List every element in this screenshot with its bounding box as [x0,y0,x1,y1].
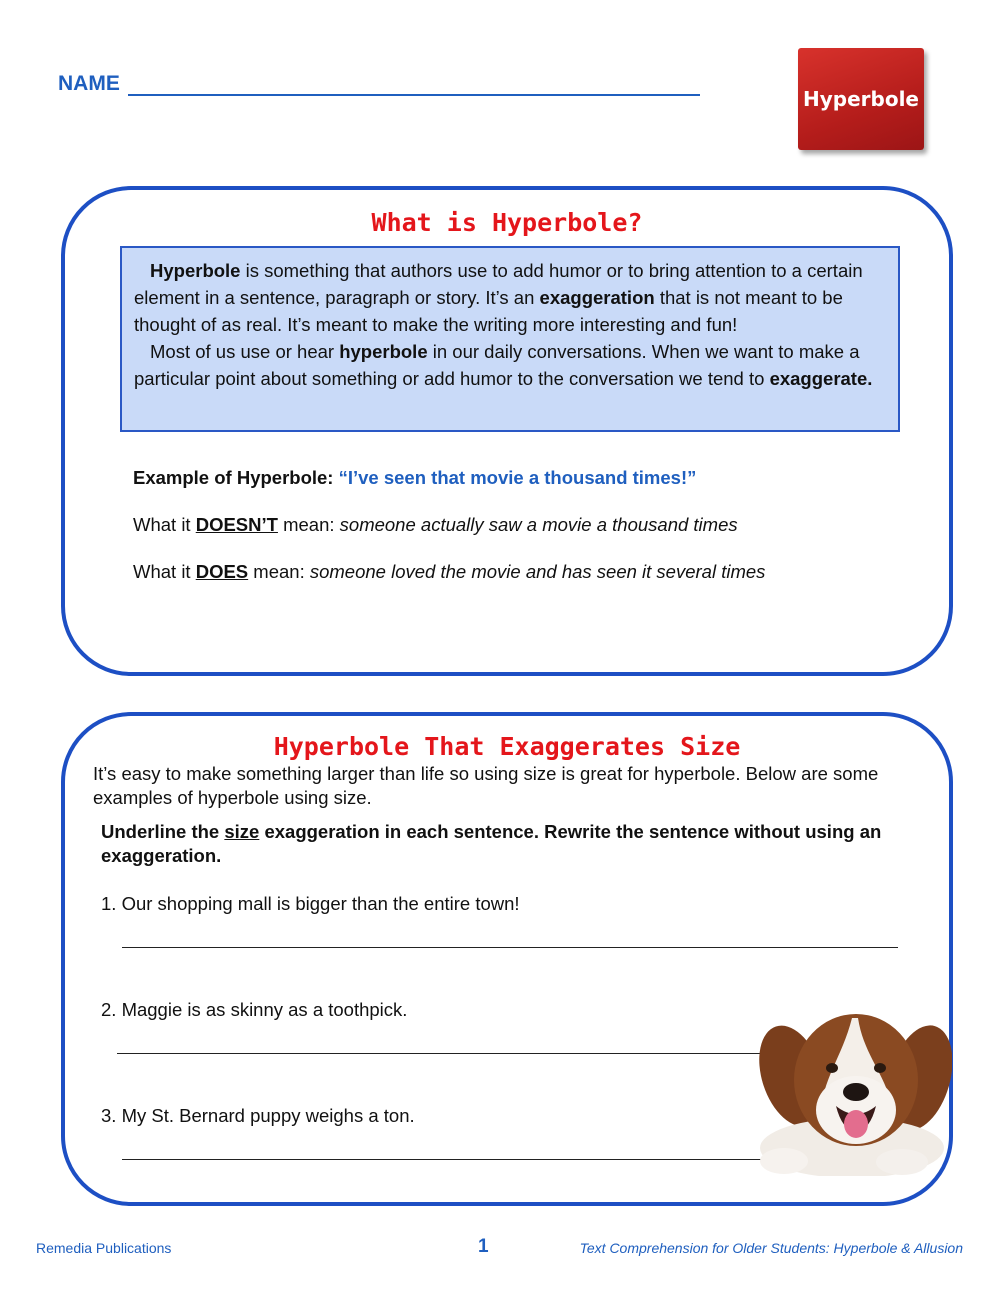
footer-book-title: Text Comprehension for Older Students: Hyperbole & Allusion [579,1240,963,1256]
question-2: 2. Maggie is as skinny as a toothpick. [101,999,408,1020]
doesnt-mean-line [133,514,738,536]
question-3: 3. My St. Bernard puppy weighs a ton. [101,1105,415,1126]
name-write-line[interactable] [128,74,700,96]
does-word: DOES [195,561,249,582]
question-1: 1. Our shopping mall is bigger than the entire town! [101,893,520,914]
meaning-prefix: What it [133,561,196,582]
what-is-hyperbole-panel [61,186,953,676]
section1-title: What is Hyperbole? [371,208,643,237]
st-bernard-puppy-image [752,998,952,1176]
example-quote: “I’ve seen that movie a thousand times!” [338,467,697,488]
instructions-text: Underline the [101,821,225,842]
term-hyperbole: hyperbole [339,341,428,362]
instructions-size-word: size [224,821,260,842]
definition-text: Most of us use or hear [150,341,340,362]
answer-line-2[interactable] [117,1053,817,1054]
instructions [101,820,921,868]
footer-publisher: Remedia Publications [36,1240,172,1256]
answer-line-1[interactable] [122,947,898,948]
section2-intro: It’s easy to make something larger than life so using size is great for hyperbole. Below are some examples of hyperbole using size. [93,763,879,808]
footer-page-number: 1 [478,1236,489,1257]
term-exaggeration: exaggeration [539,287,655,308]
definition-text: in our daily conversations. When we want to make a particular point about something or add humor to the conversation we tend to [134,341,860,389]
does-mean-line [133,561,765,583]
doesnt-meaning: someone actually saw a movie a thousand times [339,514,738,535]
meaning-mid: mean: [248,561,310,582]
topic-tag-label: Hyperbole [803,87,919,111]
definition-paragraph-1 [134,257,886,338]
doesnt-word: DOESN’T [195,514,278,535]
name-row [58,72,700,96]
term-hyperbole: Hyperbole [150,260,241,281]
meaning-prefix: What it [133,514,196,535]
definition-text: that is not meant to be thought of as real. It’s meant to make the writing more interesting and fun! [134,287,843,335]
does-meaning: someone loved the movie and has seen it several times [309,561,766,582]
definition-text: is something that authors use to add humor or to bring attention to a certain element in a sentence, paragraph or story. It’s an [134,260,863,308]
definition-box [120,246,900,432]
meaning-mid: mean: [277,514,340,535]
name-label: NAME [58,72,120,95]
section2-title: Hyperbole That Exaggerates Size [273,732,741,761]
topic-tag [798,48,924,150]
example-label: Example of Hyperbole: [133,467,339,488]
example-line [133,467,696,489]
instructions-text: exaggeration in each sentence. Rewrite the sentence without using an exaggeration. [101,821,882,866]
term-exaggerate: exaggerate. [769,368,873,389]
definition-paragraph-2 [134,338,886,392]
